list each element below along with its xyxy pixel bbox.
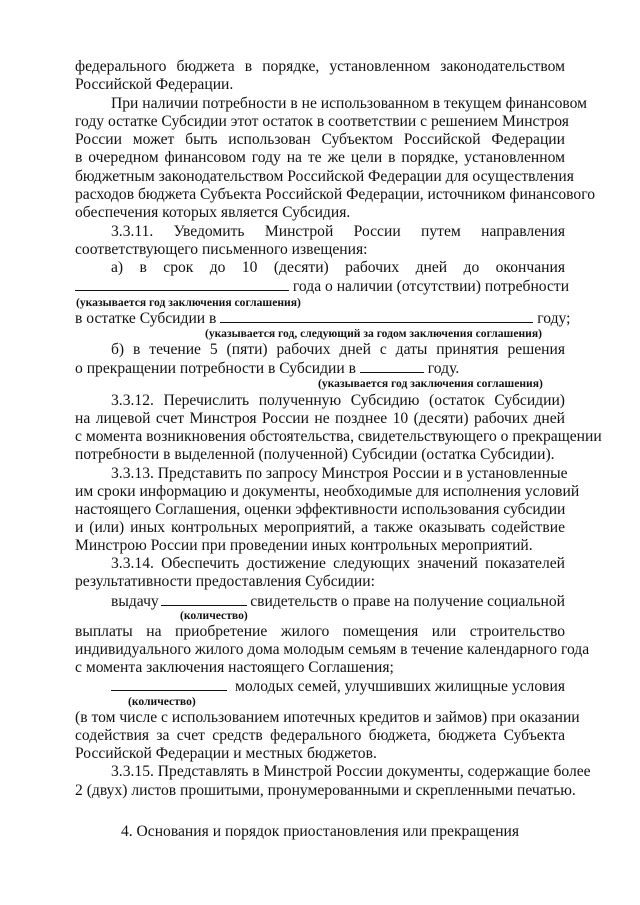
text-fragment: выдачу <box>111 593 159 610</box>
text-line: федерального бюджета в порядке, установленном законодательством <box>75 58 565 75</box>
text-line: 3.3.15. Представлять в Минстрой России документы, содержащие более <box>111 763 591 780</box>
text-line: обеспечения которых является Субсидия. <box>75 204 351 221</box>
text-line: Минстрою России при проведении иных контрольных мероприятий. <box>75 537 533 554</box>
text-line <box>75 277 570 296</box>
text-fragment: в остатке Субсидии в <box>75 310 217 327</box>
text-fragment: о прекращении потребности в Субсидии в <box>75 360 356 377</box>
text-line: (в том числе с использованием ипотечных кредитов и займов) при оказании <box>75 709 580 726</box>
text-line: настоящего Соглашения, оценки эффективности использования субсидии <box>75 501 566 518</box>
blank-line <box>111 677 227 691</box>
field-caption: (указывается год, следующий за годом заключения соглашения) <box>205 327 542 340</box>
text-fragment: году; <box>537 310 571 327</box>
section-heading: 4. Основания и порядок приостановления или прекращения <box>120 823 520 840</box>
text-line: содействия за счет средств федерального бюджета, бюджета Субъекта <box>75 727 565 744</box>
blank-line <box>161 592 247 606</box>
text-line: При наличии потребности в не использованном в текущем финансовом <box>111 95 588 112</box>
text-line: расходов бюджета Субъекта Российской Федерации, источником финансового <box>75 186 596 203</box>
text-line: Российской Федерации. <box>75 76 234 93</box>
text-line: и (или) иных контрольных мероприятий, а также оказывать содействие <box>75 519 565 536</box>
text-line: соответствующего письменного извещения: <box>75 241 368 258</box>
text-line: 3.3.13. Представить по запросу Минстроя России и в установленные <box>111 465 568 482</box>
text-line: потребности в выделенной (полученной) Субсидии (остатка Субсидии). <box>75 446 555 463</box>
text-line: индивидуального жилого дома молодым семьям в течение календарного года <box>75 641 590 658</box>
text-fragment: года о наличии (отсутствии) потребности <box>292 278 570 295</box>
text-fragment: молодых семей, улучшивших жилищные условия <box>234 678 565 695</box>
text-line: в очередном финансовом году на те же цели в порядке, установленном <box>75 149 565 166</box>
text-fragment: году. <box>427 360 460 377</box>
blank-line <box>75 277 289 291</box>
text-line <box>75 309 571 328</box>
text-line: 2 (двух) листов прошитыми, пронумерованными и скрепленными печатью. <box>75 782 576 799</box>
field-caption: (количество) <box>180 609 248 622</box>
text-line: а) в срок до 10 (десяти) рабочих дней до окончания <box>111 259 565 276</box>
blank-line <box>360 359 424 373</box>
text-line: результативности предоставления Субсидии: <box>75 573 375 590</box>
text-line <box>111 677 565 696</box>
blank-line <box>220 309 533 323</box>
text-fragment: свидетельств о праве на получение социальной <box>250 593 565 610</box>
text-line: 3.3.14. Обеспечить достижение следующих значений показателей <box>111 555 565 572</box>
text-line: с момента возникновения обстоятельства, свидетельствующего о прекращении <box>75 428 602 445</box>
field-caption: (количество) <box>128 695 196 708</box>
field-caption: (указывается год заключения соглашения) <box>76 296 301 309</box>
text-line: 3.3.11. Уведомить Минстрой России путем направления <box>111 223 565 240</box>
field-caption: (указывается год заключения соглашения) <box>318 377 543 390</box>
text-line: Российской Федерации и местных бюджетов. <box>75 745 377 762</box>
text-line: выплаты на приобретение жилого помещения или строительство <box>75 623 565 640</box>
text-line: на лицевой счет Минстроя России не позднее 10 (десяти) рабочих дней <box>75 410 565 427</box>
text-line: бюджетным законодательством Российской Федерации для осуществления <box>75 168 574 185</box>
text-line: с момента заключения настоящего Соглашения; <box>75 659 394 676</box>
text-line <box>75 359 565 378</box>
text-line: России может быть использован Субъектом Российской Федерации <box>75 131 565 148</box>
text-line: б) в течение 5 (пяти) рабочих дней с даты принятия решения <box>111 341 565 358</box>
text-line: 3.3.12. Перечислить полученную Субсидию (остаток Субсидии) <box>111 392 565 409</box>
text-line: году остатке Субсидии этот остаток в соответствии с решением Минстроя <box>75 113 569 130</box>
text-line: им сроки информацию и документы, необходимые для исполнения условий <box>75 483 580 500</box>
